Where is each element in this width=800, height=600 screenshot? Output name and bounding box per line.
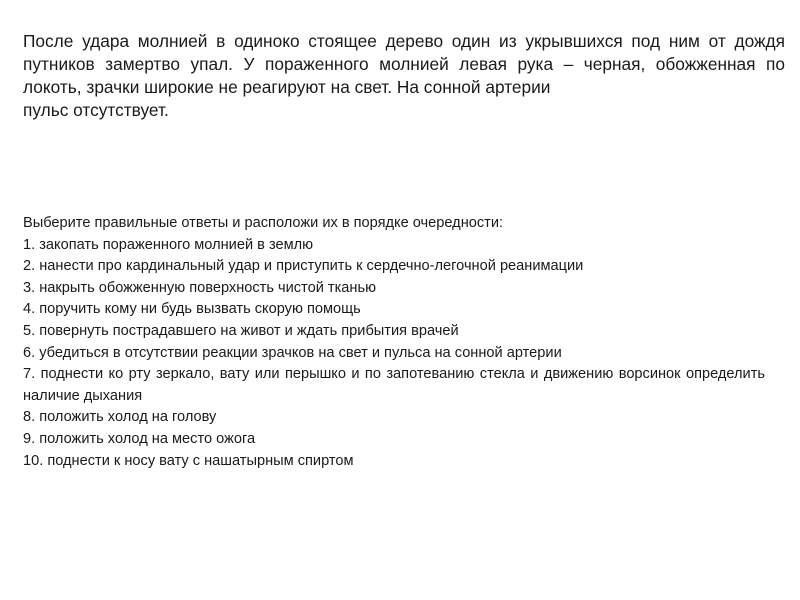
answer-option-10: 10. поднести к носу вату с нашатырным спиртом bbox=[23, 452, 354, 469]
answer-option-4: 4. поручить кому ни будь вызвать скорую помощь bbox=[23, 301, 361, 318]
answer-options-list bbox=[23, 235, 765, 473]
answer-option-7: 7. поднести ко рту зеркало, вату или перышко и по запотеванию стекла и движению ворсинок определить наличие дыхания bbox=[23, 366, 765, 404]
answer-option-3: 3. накрыть обожженную поверхность чистой тканью bbox=[23, 279, 377, 296]
answer-option-8: 8. положить холод на голову bbox=[23, 409, 217, 426]
scenario-continuation: пульс отсутствует. bbox=[23, 100, 169, 120]
scenario-text-block bbox=[23, 30, 785, 122]
answer-option-2: 2. нанести про кардинальный удар и приступить к сердечно-легочной реанимации bbox=[23, 258, 584, 275]
answer-option-9: 9. положить холод на место ожога bbox=[23, 430, 256, 447]
answer-option-5: 5. повернуть пострадавшего на живот и ждать прибытия врачей bbox=[23, 322, 459, 339]
question-block bbox=[23, 213, 765, 472]
scenario-paragraph: После удара молнией в одиноко стоящее дерево один из укрывшихся под ним от дождя путников замертво упал. У пораженного молнией левая рука – черная, обожженная по локоть, зрачки широкие не реагируют на свет. На сонной артерии bbox=[23, 31, 785, 97]
question-prompt: Выберите правильные ответы и расположи их в порядке очередности: bbox=[23, 215, 504, 231]
answer-option-1: 1. закопать пораженного молнией в землю bbox=[23, 236, 314, 253]
answer-option-6: 6. убедиться в отсутствии реакции зрачков на свет и пульса на сонной артерии bbox=[23, 344, 562, 361]
